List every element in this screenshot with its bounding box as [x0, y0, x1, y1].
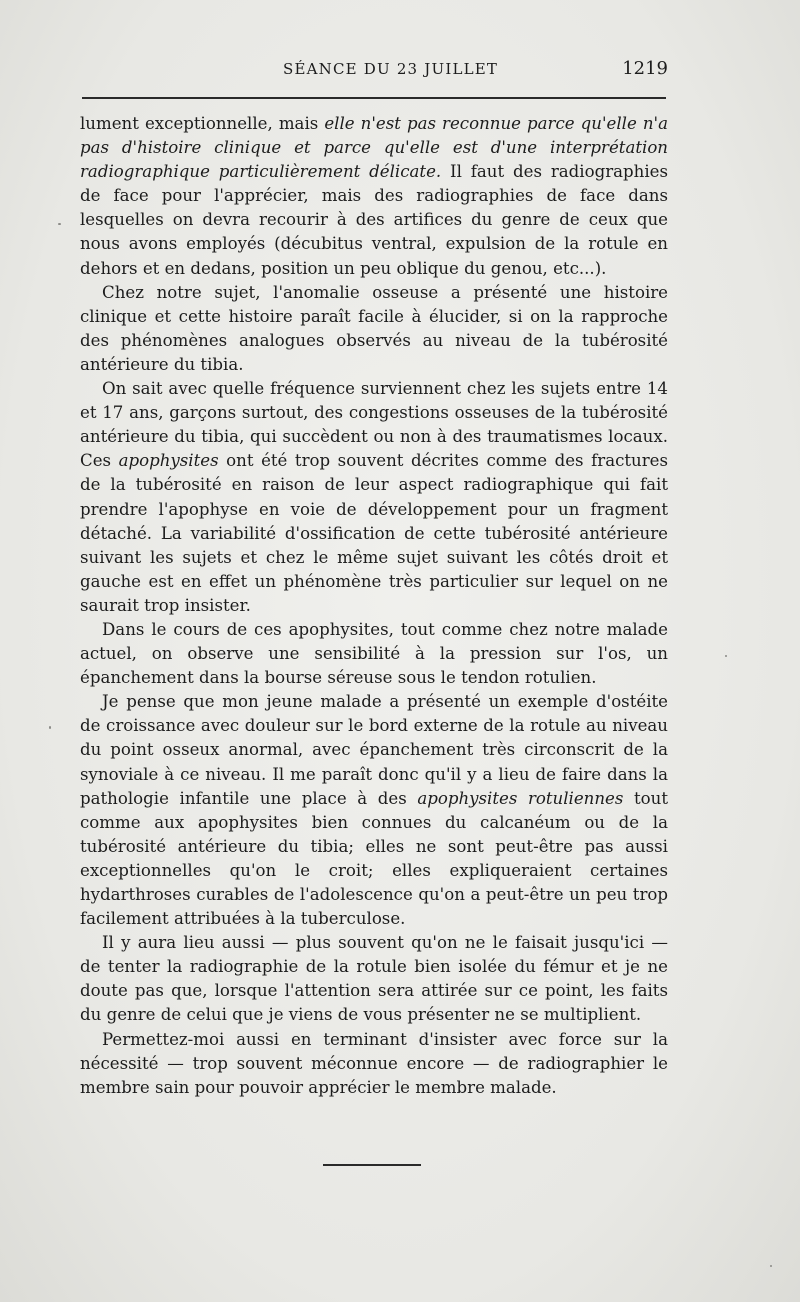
- text-run: tout comme aux apophysites bien connues du calcanéum ou de la tubérosité antérieure du tibia; elles ne sont peut-être pas aussi exceptionnelles qu'on le croit; elles expliqueraient certaines hydarthroses curables de l'adolescence qu'on a peut-être un peu trop facilement attribuées à la tuberculose.: [80, 788, 668, 929]
- paper-speck: [49, 726, 51, 729]
- text-run: Je pense que mon jeune malade a présenté un exemple d'ostéite de croissance avec douleur sur le bord externe de la rotule au niveau du point osseux anormal, avec épanchement très circonscrit de la synoviale à ce niveau. Il me paraît donc qu'il y a lieu de faire dans la pathologie infantile une place à des: [80, 692, 668, 808]
- paragraph: [80, 377, 668, 618]
- text-run: Chez notre sujet, l'anomalie osseuse a présenté une histoire clinique et cette histoire paraît facile à élucider, si on la rapproche des phénomènes analogues observés au niveau de la tubérosité antérieure du tibia.: [80, 282, 668, 374]
- text-run: ont été trop souvent décrites comme des fractures de la tubérosité en raison de leur aspect radiographique qui fait prendre l'apophyse en voie de développement pour un fragment détaché. La variabilité d'ossification de cette tubérosité antérieure suivant les sujets et chez le même sujet suivant les côtés droit et gauche est en effet un phénomène très particulier sur lequel on ne saurait trop insister.: [80, 451, 669, 615]
- paragraph: [80, 112, 668, 281]
- paragraph: [80, 1028, 668, 1100]
- text-run: On sait avec quelle fréquence surviennent chez les sujets entre 14 et 17 ans, garçons surtout, des congestions osseuses de la tubérosité antérieure du tibia, qui succèdent ou non à des traumatismes locaux. Ces: [80, 379, 668, 471]
- italic-text: apophysites rotuliennes: [417, 788, 624, 808]
- running-title: SÉANCE DU 23 JUILLET: [283, 60, 499, 78]
- paragraph: [80, 690, 668, 931]
- italic-text: elle n'est pas reconnue parce qu'elle n'a pas d'histoire clinique et parce qu'elle est d'une interprétation radiographique particulièrement délicate.: [80, 114, 668, 182]
- header-rule: [82, 97, 666, 99]
- text-run: Il y aura lieu aussi — plus souvent qu'on ne le faisait jusqu'ici — de tenter la radiographie de la rotule bien isolée du fémur et je ne doute pas que, lorsque l'attention sera attirée sur ce point, les faits du genre de celui que je viens de vous présenter ne se multiplient.: [80, 933, 668, 1025]
- text-run: Il faut des radiographies de face pour l'apprécier, mais des radiographies de face dans lesquelles on devra recourir à des artifices du genre de ceux que nous avons employés (décubitus ventral, expulsion de la rotule en dehors et en dedans, position un peu oblique du genou, etc...).: [80, 162, 668, 278]
- paper-speck: [725, 655, 727, 657]
- text-run: Permettez-moi aussi en terminant d'insister avec force sur la nécessité — trop souvent méconnue encore — de radiographier le membre sain pour pouvoir apprécier le membre malade.: [80, 1029, 668, 1097]
- text-run: lument exceptionnelle, mais: [80, 114, 325, 133]
- paragraph: [80, 618, 668, 690]
- text-run: Dans le cours de ces apophysites, tout comme chez notre malade actuel, on observe une sensibilité à la pression sur l'os, un épanchement dans la bourse séreuse sous le tendon rotulien.: [80, 619, 668, 688]
- body-text: [80, 112, 668, 1100]
- end-rule: [323, 1164, 421, 1166]
- paper-speck: [770, 1265, 772, 1267]
- paragraph: [80, 281, 668, 377]
- page-header: [80, 58, 668, 84]
- page-number: 1219: [622, 58, 668, 79]
- paper-speck: [58, 223, 61, 225]
- italic-text: apophysites: [118, 451, 219, 471]
- paragraph: [80, 931, 668, 1027]
